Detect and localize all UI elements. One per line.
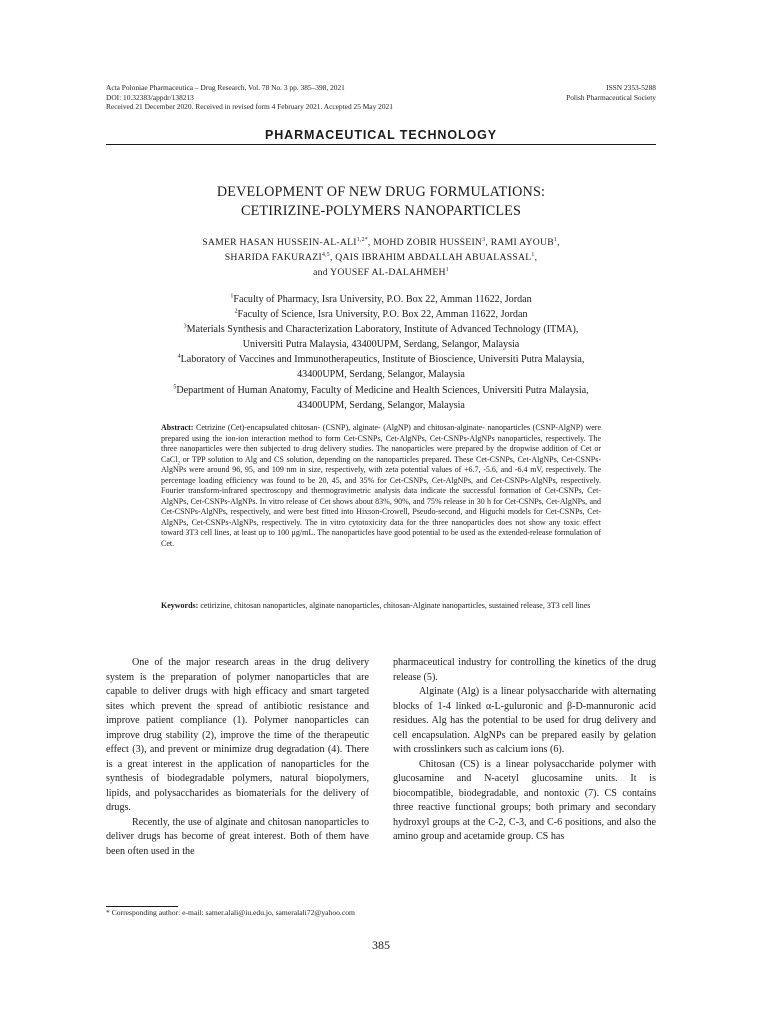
affiliation-4 [106, 352, 656, 367]
author-affil-sup: 1 [445, 266, 449, 273]
affiliation-number: 2 [234, 308, 238, 315]
society-name: Polish Pharmaceutical Society [566, 92, 656, 102]
author-line-1 [106, 236, 656, 251]
affiliation-number: 3 [183, 323, 187, 330]
body-paragraph: pharmaceutical industry for controlling the kinetics of the drug release (5). [393, 657, 656, 683]
author-name: , RAMI AYOUB [485, 237, 554, 248]
body-paragraph: Alginate (Alg) is a linear polysaccharide with alternating blocks of 1-4 linked α-L-guluronic and β-D-mannuronic acid residues. Alg has the potential to be used for drug delivery and cell encapsulation. AlgNPs can be prepared easily by gelation with crosslinkers such as calcium ions (6). [393, 686, 656, 755]
author-affil-sup: 3 [482, 236, 486, 243]
author-name: , MOHD ZOBIR HUSSEIN [367, 237, 483, 248]
affiliation-number: 1 [230, 293, 234, 300]
abstract-text-cont: or TPP solution to Alg and CS solution, depending on the nanoparticles prepared. These Cet-CSNPs, Cet-AlgNPs, Cet-CSNPs-AlgNPs were around 96, 95, and 109 nm in size, respectively, with zeta potential values of +6.7, -5.6, and -6.4 mV, respectively. The percentage loading efficiency was found to be 20, 45, and 35% for Cet-CSNPs, Cet-AlgNPs, and Cet-CSNPs-AlgNPs, respectively. Fourier transform-infrared spectroscopy and thermogravimetric analysis data indicate the successful formation of Cet-CSNPs, Cet-AlgNPs, Cet-CSNPs-AlgNPs. In vitro release of Cet shows about 83%, 90%, and 75% release in 30 h for Cet-CSNPs, Cet-AlgNPs, and Cet-CSNPs-AlgNPs, respectively, and were best fitted into Hixson-Crowell, Pseudo-second, and Higuchi models for Cet-CSNPs, Cet-AlgNPs, Cet-CSNPs-AlgNPs, respectively. The in vitro cytotoxicity data for the three nanoparticles does not show any toxic effect toward 3T3 cell lines, at least up to 100 µg/mL. The nanoparticles have good potential to be used as the extended-release formulation of Cet. [161, 454, 601, 549]
body-column-right [393, 656, 656, 845]
author-affil-sup: 4,5 [321, 251, 330, 258]
article-title-line-1: DEVELOPMENT OF NEW DRUG FORMULATIONS: [216, 184, 546, 200]
corresponding-author-footnote: * Corresponding author: e-mail: samer.alali@iu.edu.jo, sameralali72@yahoo.com [106, 908, 355, 917]
abstract-label: Abstract: [161, 423, 194, 432]
body-paragraph: One of the major research areas in the drug delivery system is the preparation of polymer nanoparticles that are capable to deliver drugs with high efficacy and smart targeted sites which prevent the spread of antibiotic resistance and improve patient compliance (1). Polymer nanoparticles can improve drug stability (2), improve the time of the therapeutic effect (3), and prevent or minimize drug degradation (4). There is a great interest in the application of nanoparticles for the synthesis of biodegradable polymers, natural biopolymers, lipids, and polysaccharides as biomaterials for the delivery of drugs. [106, 657, 369, 813]
author-name: , QAIS IBRAHIM ABDALLAH ABUALASSAL [329, 251, 532, 263]
section-rule [106, 144, 656, 145]
body-paragraph: Chitosan (CS) is a linear polysaccharide polymer with glucosamine and N-acetyl glucosamine units. It is biocompatible, biodegradable, and nontoxic (7). CS contains three reactive functional groups; both primary and secondary hydroxyl groups at the C-2, C-3, and C-6 positions, and also the amino group and acetamide group. CS has [393, 758, 656, 842]
keywords [161, 601, 601, 612]
affiliation-list [106, 292, 656, 413]
abstract-subscript: 2 [177, 461, 180, 467]
journal-header-right [520, 83, 656, 102]
issn: ISSN 2353-5288 [606, 83, 656, 92]
affiliation-4-cont: 43400UPM, Serdang, Selangor, Malaysia [297, 369, 465, 381]
affiliation-3-cont: Universiti Putra Malaysia, 43400UPM, Serdang, Selangor, Malaysia [242, 339, 520, 351]
affiliation-2 [106, 307, 656, 322]
journal-header-left [106, 83, 393, 112]
affiliation-5-cont: 43400UPM, Serdang, Selangor, Malaysia [297, 399, 465, 411]
article-title [106, 183, 656, 220]
affiliation-text: Faculty of Science, Isra University, P.O. Box 22, Amman 11622, Jordan [237, 309, 528, 321]
section-title: PHARMACEUTICAL TECHNOLOGY [265, 128, 497, 142]
author-separator: , [534, 251, 538, 263]
affiliation-number: 4 [177, 354, 181, 361]
affiliation-text: Laboratory of Vaccines and Immunotherapeutics, Institute of Bioscience, Universiti Putra Malaysia, [180, 354, 585, 366]
page-number: 385 [372, 938, 390, 952]
affiliation-text: Materials Synthesis and Characterization Laboratory, Institute of Advanced Technology (ITMA), [186, 324, 579, 336]
doi-line: DOI: 10.32383/appdr/138213 [106, 92, 194, 102]
affiliation-3 [106, 322, 656, 337]
footnote-rule [106, 906, 178, 907]
author-affil-sup: 1 [553, 236, 558, 243]
author-affil-sup: 1,2* [356, 236, 368, 243]
affiliation-text: Department of Human Anatomy, Faculty of Medicine and Health Sciences, Universiti Putra Malaysia, [176, 384, 589, 396]
journal-citation: Acta Poloniae Pharmaceutica – Drug Research, Vol. 78 No. 3 pp. 385–398, 2021 [106, 83, 345, 92]
article-title-line-2: CETIRIZINE-POLYMERS NANOPARTICLES [241, 202, 521, 219]
affiliation-number: 5 [173, 384, 177, 391]
abstract-text: Cetrizine (Cet)-encapsulated chitosan- (CSNP), alginate- (AlgNP) and chitosan-alginate- nanoparticles (CSNP-AlgNP) were prepared using the ion-ion interaction method to form Cet-CSNPs, Cet-AlgNPs, Cet-CSNPs-AlgNPs nanoparticles, respectively. The three nanoparticles were then subjected to drug delivery studies. The nanoparticles were prepared by the dropwise addition of Cet or CaCl [161, 423, 601, 464]
author-name: and YOUSEF AL-DALAHMEH [313, 266, 446, 278]
author-separator: , [557, 237, 560, 248]
affiliation-1 [106, 292, 656, 307]
affiliation-5 [106, 383, 656, 398]
author-affil-sup: 1 [531, 251, 535, 258]
body-column-left [106, 656, 369, 859]
abstract [161, 423, 601, 550]
body-paragraph: Recently, the use of alginate and chitosan nanoparticles to deliver drugs has become of great interest. Both of them have been often used in the [106, 816, 369, 857]
author-line-3 [106, 266, 656, 281]
author-name: SHARIDA FAKURAZI [224, 251, 322, 263]
keywords-text: cetirizine, chitosan nanoparticles, alginate nanoparticles, chitosan-Alginate nanoparticles, sustained release, 3T3 cell lines [198, 601, 591, 610]
keywords-label: Keywords: [161, 601, 199, 610]
author-name: SAMER HASAN HUSSEIN-AL-ALI [202, 237, 357, 248]
affiliation-text: Faculty of Pharmacy, Isra University, P.O. Box 22, Amman 11622, Jordan [233, 294, 532, 305]
received-line: Received 21 December 2020. Received in revised form 4 February 2021. Accepted 25 May 2021 [106, 102, 393, 112]
author-list [106, 236, 656, 280]
author-line-2 [106, 251, 656, 266]
